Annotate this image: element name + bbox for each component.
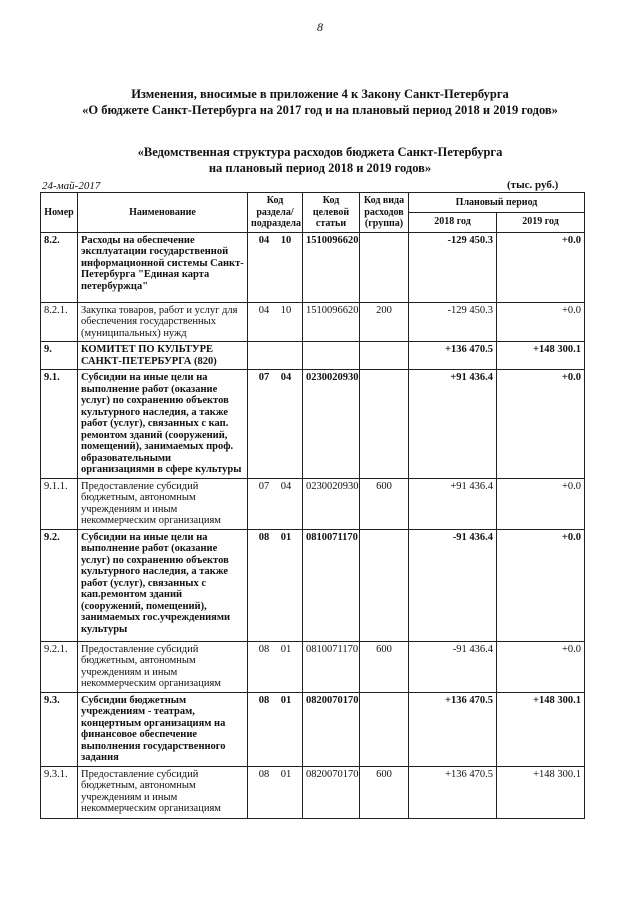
row-expense-type: 600 <box>360 478 409 529</box>
page-number: 8 <box>317 20 323 34</box>
document-title <box>0 86 640 118</box>
row-target-code: 0230020930 <box>303 478 360 529</box>
row-section-code <box>248 342 303 370</box>
section-code: 08 <box>258 531 270 543</box>
table-row <box>41 766 585 818</box>
row-section-code <box>248 641 303 692</box>
row-value-2019: +148 300.1 <box>497 692 585 766</box>
row-number: 9.1.1. <box>41 478 78 529</box>
row-name: КОМИТЕТ ПО КУЛЬТУРЕ САНКТ-ПЕТЕРБУРГА (820) <box>78 342 248 370</box>
table-row <box>41 370 585 479</box>
table-row <box>41 529 585 641</box>
subsection-code: 04 <box>280 372 292 383</box>
row-number: 9.2. <box>41 529 78 641</box>
row-value-2019: +0.0 <box>497 641 585 692</box>
row-name: Расходы на обеспечение эксплуатации государственной информационной системы Санкт-Петербурга "Единая карта петербуржца" <box>78 232 248 302</box>
title-line-1: Изменения, вносимые в приложение 4 к Закону Санкт-Петербурга <box>131 87 509 101</box>
row-number: 9.3.1. <box>41 766 78 818</box>
row-target-code: 0230020930 <box>303 370 360 479</box>
subsection-code: 01 <box>280 694 292 706</box>
row-number: 9.2.1. <box>41 641 78 692</box>
row-target-code: 0810071170 <box>303 641 360 692</box>
header-section-code: Код раздела/ подраздела <box>248 193 303 233</box>
row-value-2019: +0.0 <box>497 478 585 529</box>
row-section-code <box>248 302 303 342</box>
row-value-2018: +91 436.4 <box>409 478 497 529</box>
table-title <box>0 144 640 176</box>
header-target-code: Код целевой статьи <box>303 193 360 233</box>
row-expense-type: 200 <box>360 302 409 342</box>
row-number: 9. <box>41 342 78 370</box>
row-number: 9.1. <box>41 370 78 479</box>
section-code: 08 <box>258 768 270 780</box>
row-number: 8.2. <box>41 232 78 302</box>
row-value-2018: +136 470.5 <box>409 692 497 766</box>
row-number: 9.3. <box>41 692 78 766</box>
section-code: 04 <box>258 304 270 316</box>
table-row <box>41 478 585 529</box>
units-label: (тыс. руб.) <box>507 179 559 191</box>
header-expense-type-code: Код вида расходов (группа) <box>360 193 409 233</box>
table-row <box>41 692 585 766</box>
row-expense-type <box>360 529 409 641</box>
row-value-2019: +0.0 <box>497 302 585 342</box>
row-section-code <box>248 478 303 529</box>
subsection-code: 01 <box>280 531 292 543</box>
row-section-code <box>248 529 303 641</box>
header-name: Наименование <box>78 193 248 233</box>
row-value-2018: -129 450.3 <box>409 232 497 302</box>
subsection-code: 01 <box>280 643 292 655</box>
row-name: Субсидии на иные цели на выполнение работ (оказание услуг) по сохранению объектов культурного наследия, а также работ (услуг), связанных с кап. ремонтом зданий (сооружений, помещений), занимаемых проф. образовательными организациями в сфере культуры <box>78 370 248 479</box>
row-name: Предоставление субсидий бюджетным, автономным учреждениям и иным некоммерческим организациям <box>78 766 248 818</box>
subsection-code: 01 <box>280 768 292 780</box>
header-year-2018: 2018 год <box>409 212 497 232</box>
row-value-2019: +0.0 <box>497 232 585 302</box>
section-code: 04 <box>258 234 270 246</box>
section-code: 07 <box>258 372 270 383</box>
section-code: 08 <box>258 643 270 655</box>
row-target-code <box>303 342 360 370</box>
row-value-2019: +148 300.1 <box>497 342 585 370</box>
row-expense-type <box>360 232 409 302</box>
section-code: 08 <box>258 694 270 706</box>
subsection-code: 04 <box>280 480 292 492</box>
row-name: Предоставление субсидий бюджетным, автономным учреждениям и иным некоммерческим организациям <box>78 641 248 692</box>
row-expense-type <box>360 692 409 766</box>
row-value-2018: +136 470.5 <box>409 342 497 370</box>
row-expense-type: 600 <box>360 766 409 818</box>
row-section-code <box>248 692 303 766</box>
title-line-4: на плановый период 2018 и 2019 годов» <box>208 161 432 175</box>
row-name: Закупка товаров, работ и услуг для обеспечения государственных (муниципальных) нужд <box>78 302 248 342</box>
row-name: Предоставление субсидий бюджетным, автономным учреждениям и иным некоммерческим организациям <box>78 478 248 529</box>
row-value-2018: -91 436.4 <box>409 529 497 641</box>
row-value-2018: +91 436.4 <box>409 370 497 479</box>
header-number: Номер <box>41 193 78 233</box>
row-value-2019: +148 300.1 <box>497 766 585 818</box>
title-line-3: «Ведомственная структура расходов бюджета Санкт-Петербурга <box>137 145 503 159</box>
row-expense-type: 600 <box>360 641 409 692</box>
header-year-2019: 2019 год <box>497 212 585 232</box>
row-target-code: 0810071170 <box>303 529 360 641</box>
document-date: 24-май-2017 <box>42 180 101 192</box>
subsection-code: 10 <box>280 234 292 246</box>
row-section-code <box>248 370 303 479</box>
row-value-2018: -129 450.3 <box>409 302 497 342</box>
title-line-2: «О бюджете Санкт-Петербурга на 2017 год и на плановый период 2018 и 2019 годов» <box>82 103 558 117</box>
row-number: 8.2.1. <box>41 302 78 342</box>
row-expense-type <box>360 342 409 370</box>
row-value-2018: +136 470.5 <box>409 766 497 818</box>
table-row <box>41 232 585 302</box>
row-section-code <box>248 232 303 302</box>
header-planned-period: Плановый период <box>409 193 585 213</box>
row-target-code: 0820070170 <box>303 692 360 766</box>
table-row <box>41 302 585 342</box>
subsection-code: 10 <box>280 304 292 316</box>
row-value-2019: +0.0 <box>497 529 585 641</box>
section-code: 07 <box>258 480 270 492</box>
row-value-2018: -91 436.4 <box>409 641 497 692</box>
row-target-code: 1510096620 <box>303 302 360 342</box>
table-row <box>41 641 585 692</box>
row-name: Субсидии бюджетным учреждениям - театрам, концертным организациям на финансовое обеспечение выполнения государственного задания <box>78 692 248 766</box>
row-name: Субсидии на иные цели на выполнение работ (оказание услуг) по сохранению объектов культурного наследия, а также работ (услуг), связанных с кап.ремонтом зданий (сооружений, помещений), занимаемых гос.учреждениями культуры <box>78 529 248 641</box>
budget-table <box>40 192 585 819</box>
row-value-2019: +0.0 <box>497 370 585 479</box>
table-row <box>41 342 585 370</box>
row-expense-type <box>360 370 409 479</box>
row-section-code <box>248 766 303 818</box>
row-target-code: 0820070170 <box>303 766 360 818</box>
row-target-code: 1510096620 <box>303 232 360 302</box>
